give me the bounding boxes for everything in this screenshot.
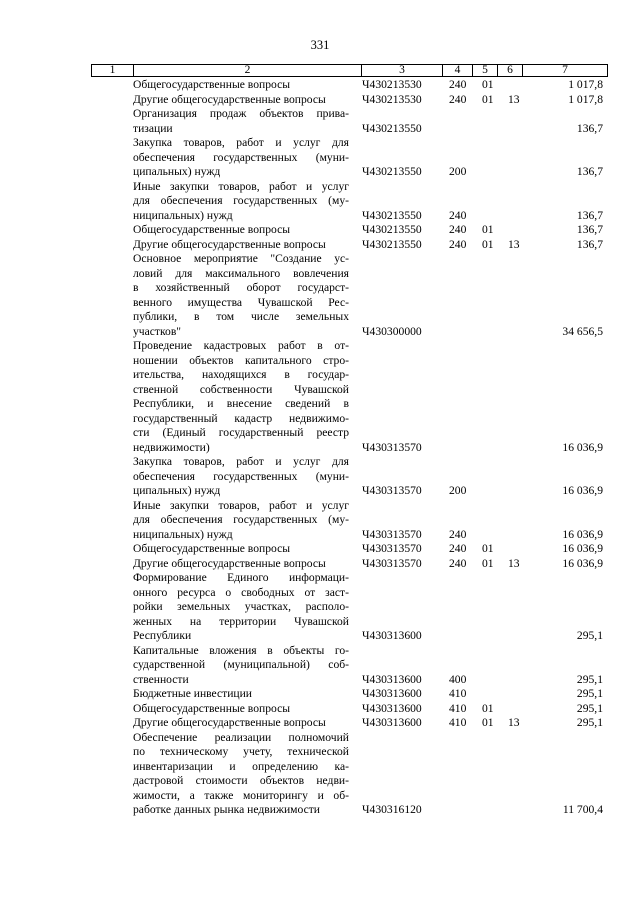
row-name-line: публики, в том числе земельных [133, 310, 349, 323]
row-subsection: 13 [508, 237, 520, 251]
row-name [133, 180, 349, 224]
row-name [133, 455, 349, 499]
row-section: 01 [482, 92, 494, 106]
row-section: 01 [482, 542, 494, 555]
row-name-line: онного ресурса о свободных от заст- [133, 585, 349, 599]
row-name-line: Организация продаж объектов прива- [133, 107, 349, 120]
row-expense-type: 240 [449, 208, 467, 222]
row-name-line: ношении объектов капитального стро- [133, 353, 349, 367]
row-code: Ч430300000 [362, 324, 422, 338]
row-name-line: ительства, находящихся в государ- [133, 368, 349, 381]
row-name [133, 78, 349, 93]
table-row [0, 644, 640, 688]
row-code: Ч430213550 [362, 223, 422, 236]
row-name [133, 557, 349, 572]
row-name-line: обеспечения государственных (муни- [133, 150, 349, 164]
row-section: 01 [482, 223, 494, 236]
header-col-5: 5 [482, 64, 488, 76]
row-code: Ч430213550 [362, 165, 422, 178]
row-expense-type: 240 [449, 92, 467, 106]
row-name [133, 571, 349, 644]
row-code: Ч430213530 [362, 78, 422, 91]
row-name-line: Формирование Единого информаци- [133, 571, 349, 584]
row-subsection: 13 [508, 716, 520, 729]
row-name-line: участков" [133, 324, 182, 338]
row-expense-type: 410 [449, 701, 467, 715]
row-name-line: жимости, а также мониторингу и об- [133, 788, 349, 802]
header-col-7: 7 [562, 64, 568, 76]
row-name-line: ниципальных) нужд [133, 527, 233, 541]
row-code: Ч430313570 [362, 440, 422, 454]
row-name-line: Иные закупки товаров, работ и услуг [133, 179, 349, 193]
row-amount: 34 656,5 [562, 324, 603, 338]
table-header [91, 64, 608, 77]
row-section: 01 [482, 78, 494, 91]
header-col-6: 6 [507, 64, 513, 76]
row-expense-type: 240 [449, 237, 467, 251]
row-code: Ч430213550 [362, 121, 422, 135]
row-name-line: Другие общегосударственные вопросы [133, 237, 326, 251]
row-name-line: дастровой стоимости объектов недви- [133, 774, 349, 787]
table-row [0, 702, 640, 717]
row-code: Ч430213530 [362, 92, 422, 106]
row-section: 01 [482, 237, 494, 251]
row-name [133, 644, 349, 688]
row-name [133, 702, 349, 717]
table-row [0, 687, 640, 702]
row-name [133, 93, 349, 108]
row-name-line: инвентаризации и определению ка- [133, 759, 349, 773]
row-name-line: Иные закупки товаров, работ и услуг [133, 498, 349, 512]
row-name-line: Капитальные вложения в объекты го- [133, 643, 349, 657]
table-row [0, 93, 640, 108]
row-amount: 1 017,8 [568, 92, 603, 106]
row-name-line: Обеспечение реализации полномочий [133, 730, 349, 744]
row-name-line: Республики, и внесение сведений в [133, 397, 349, 410]
row-expense-type: 240 [449, 527, 467, 541]
row-code: Ч430316120 [362, 803, 422, 816]
header-col-2: 2 [244, 64, 251, 76]
row-subsection: 13 [508, 556, 520, 570]
table-row [0, 339, 640, 455]
table-row [0, 571, 640, 644]
row-name-line: Закупка товаров, работ и услуг для [133, 455, 349, 468]
row-name-line: для обеспечения государственных (му- [133, 513, 349, 526]
row-name-line: Республики [133, 629, 192, 642]
table-row [0, 136, 640, 180]
row-name [133, 252, 349, 339]
row-expense-type: 410 [449, 687, 467, 700]
row-expense-type: 240 [449, 223, 467, 236]
row-expense-type: 240 [449, 556, 467, 570]
row-amount: 295,1 [576, 701, 603, 715]
row-name-line: ственной собственности Чувашской [133, 382, 349, 396]
table-body [0, 78, 640, 818]
row-section: 01 [482, 716, 494, 729]
row-name-line: Общегосударственные вопросы [133, 701, 291, 715]
row-name-line: венного имущества Чувашской Рес- [133, 295, 349, 309]
row-expense-type: 400 [449, 672, 467, 686]
row-name [133, 223, 349, 238]
table-row [0, 107, 640, 136]
table-row [0, 238, 640, 253]
row-expense-type: 240 [449, 542, 467, 555]
row-name-line: ственности [133, 672, 189, 686]
row-name-line: ципальных) нужд [133, 484, 221, 497]
row-name [133, 716, 349, 731]
table-row [0, 223, 640, 238]
table-row [0, 455, 640, 499]
row-name [133, 687, 349, 702]
row-name-line: ройки земельных участках, располо- [133, 600, 349, 613]
page-number: 331 [310, 38, 330, 52]
row-code: Ч430313570 [362, 527, 422, 541]
row-code: Ч430213550 [362, 237, 422, 251]
table-row [0, 557, 640, 572]
row-name-line: женных на территории Чувашской [133, 614, 349, 628]
header-col-3: 3 [399, 64, 405, 76]
row-name-line: сударственной (муниципальной) соб- [133, 658, 349, 671]
row-name-line: в хозяйственный оборот государст- [133, 281, 349, 294]
row-amount: 136,7 [576, 237, 603, 251]
row-amount: 1 017,8 [568, 78, 603, 91]
row-code: Ч430213550 [362, 208, 422, 222]
row-amount: 295,1 [576, 672, 603, 686]
row-expense-type: 240 [449, 78, 467, 91]
row-name [133, 499, 349, 543]
row-code: Ч430313600 [362, 716, 422, 729]
row-expense-type: 200 [449, 484, 467, 497]
row-amount: 16 036,9 [562, 556, 603, 570]
row-name-line: Другие общегосударственные вопросы [133, 92, 326, 106]
row-code: Ч430313570 [362, 484, 422, 497]
table-row [0, 252, 640, 339]
row-name [133, 542, 349, 557]
row-amount: 11 700,4 [562, 803, 603, 816]
row-name-line: Другие общегосударственные вопросы [133, 556, 326, 570]
row-amount: 295,1 [576, 629, 603, 642]
table-row [0, 542, 640, 557]
row-name-line: Бюджетные инвестиции [133, 687, 253, 700]
header-col-1: 1 [109, 64, 116, 76]
table-row [0, 499, 640, 543]
row-name-line: Закупка товаров, работ и услуг для [133, 136, 349, 149]
row-name [133, 339, 349, 455]
row-name-line: работке данных рынка недвижимости [133, 803, 320, 816]
row-amount: 136,7 [576, 223, 603, 236]
row-expense-type: 410 [449, 716, 467, 729]
row-section: 01 [482, 701, 494, 715]
row-amount: 16 036,9 [562, 484, 603, 497]
row-name-line: недвижимости) [133, 440, 210, 454]
row-name-line: Другие общегосударственные вопросы [133, 716, 326, 729]
row-name-line: ципальных) нужд [133, 165, 221, 178]
table-row [0, 731, 640, 818]
header-col-4: 4 [454, 64, 461, 76]
row-name-line: тизации [133, 121, 173, 135]
row-name-line: сти (Единый государственный реестр [133, 426, 349, 439]
row-amount: 16 036,9 [562, 440, 603, 454]
row-name [133, 238, 349, 253]
row-code: Ч430313600 [362, 687, 422, 700]
row-amount: 136,7 [576, 165, 603, 178]
row-name-line: государственный кадастр недвижимо- [133, 411, 349, 425]
row-name-line: Общегосударственные вопросы [133, 223, 291, 236]
row-section: 01 [482, 556, 494, 570]
row-amount: 136,7 [576, 121, 603, 135]
row-code: Ч430313600 [362, 629, 422, 642]
row-name [133, 731, 349, 818]
row-name-line: Общегосударственные вопросы [133, 542, 291, 555]
row-code: Ч430313600 [362, 701, 422, 715]
row-name-line: для обеспечения государственных (му- [133, 194, 349, 207]
row-name-line: Основное мероприятие "Создание ус- [133, 252, 349, 265]
row-name [133, 136, 349, 180]
row-amount: 295,1 [576, 716, 603, 729]
row-code: Ч430313570 [362, 556, 422, 570]
table-row [0, 78, 640, 93]
row-name-line: по техническому учету, технической [133, 745, 349, 758]
row-code: Ч430313570 [362, 542, 422, 555]
row-code: Ч430313600 [362, 672, 422, 686]
row-expense-type: 200 [449, 165, 467, 178]
row-amount: 295,1 [576, 687, 603, 700]
row-name-line: ловий для максимального вовлечения [133, 266, 349, 280]
row-name [133, 107, 349, 136]
row-name-line: Общегосударственные вопросы [133, 78, 291, 91]
row-subsection: 13 [508, 92, 520, 106]
table-row [0, 716, 640, 731]
row-name-line: обеспечения государственных (муни- [133, 469, 349, 483]
row-amount: 136,7 [576, 208, 603, 222]
row-amount: 16 036,9 [562, 542, 603, 555]
table-row [0, 180, 640, 224]
row-name-line: ниципальных) нужд [133, 208, 233, 222]
row-amount: 16 036,9 [562, 527, 603, 541]
row-name-line: Проведение кадастровых работ в от- [133, 339, 349, 352]
